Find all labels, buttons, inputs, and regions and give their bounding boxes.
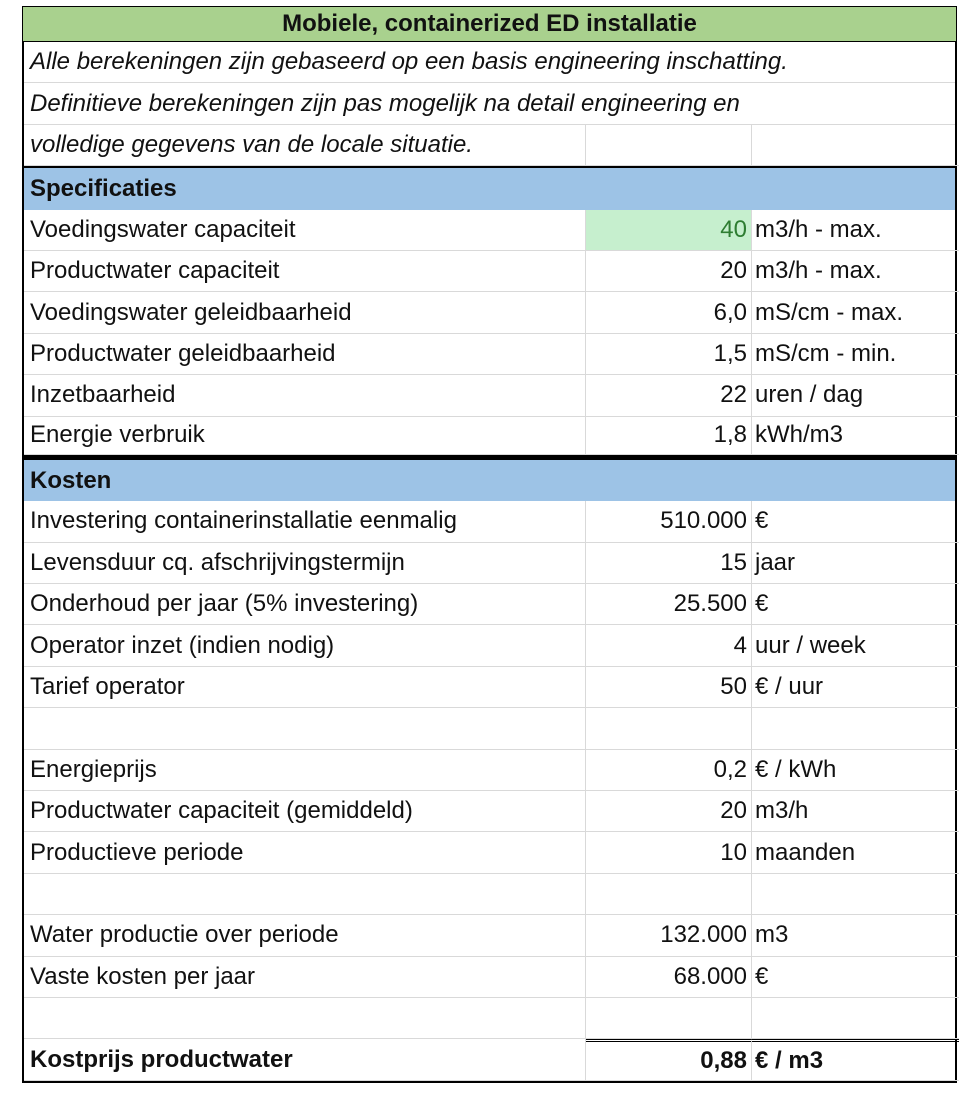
total-row: [24, 1039, 955, 1080]
row-value[interactable]: 20: [586, 791, 752, 832]
row-value[interactable]: 25.500: [586, 584, 752, 625]
row-label[interactable]: Inzetbaarheid: [24, 375, 586, 416]
row-label[interactable]: Tarief operator: [24, 667, 586, 708]
row-unit[interactable]: €: [752, 957, 959, 998]
specs-block: [22, 166, 957, 458]
table-row: [24, 292, 955, 333]
total-unit[interactable]: € / m3: [752, 1039, 959, 1080]
row-value[interactable]: 1,5: [586, 334, 752, 375]
total-block: [22, 1039, 957, 1082]
row-label[interactable]: Levensduur cq. afschrijvingstermijn: [24, 543, 586, 584]
row-label[interactable]: Onderhoud per jaar (5% investering): [24, 584, 586, 625]
row-value[interactable]: 20: [586, 251, 752, 292]
row-value[interactable]: 40: [586, 210, 752, 251]
row-value[interactable]: 50: [586, 667, 752, 708]
row-label[interactable]: Productwater geleidbaarheid: [24, 334, 586, 375]
table-row: [24, 874, 955, 915]
row-label[interactable]: Water productie over periode: [24, 915, 586, 956]
row-value[interactable]: 1,8: [586, 417, 752, 455]
table-row: [24, 915, 955, 956]
row-value[interactable]: 10: [586, 832, 752, 873]
table-row: [24, 543, 955, 584]
row-unit[interactable]: [752, 998, 959, 1039]
row-unit[interactable]: uren / dag: [752, 375, 959, 416]
note-line-3[interactable]: volledige gegevens van de locale situatie.: [24, 125, 586, 166]
empty-cell[interactable]: [752, 125, 959, 166]
cost-sheet: [22, 6, 957, 1083]
table-row: [24, 957, 955, 998]
row-unit[interactable]: € / uur: [752, 667, 959, 708]
table-row: [24, 625, 955, 666]
row-value[interactable]: 510.000: [586, 501, 752, 542]
note-row-3: [24, 125, 955, 166]
row-label[interactable]: Vaste kosten per jaar: [24, 957, 586, 998]
total-value[interactable]: 0,88: [586, 1039, 752, 1080]
row-unit[interactable]: [752, 874, 959, 915]
table-row: [24, 334, 955, 375]
note-line-1: Alle berekeningen zijn gebaseerd op een basis engineering inschatting.: [24, 42, 955, 83]
table-row: [24, 791, 955, 832]
row-value[interactable]: 4: [586, 625, 752, 666]
row-value[interactable]: 15: [586, 543, 752, 584]
table-row: [24, 750, 955, 791]
row-label[interactable]: Energieprijs: [24, 750, 586, 791]
costs-block: [22, 458, 957, 1039]
table-row: [24, 832, 955, 873]
row-label[interactable]: [24, 874, 586, 915]
row-value[interactable]: 68.000: [586, 957, 752, 998]
row-value[interactable]: [586, 874, 752, 915]
note-line-2: Definitieve berekeningen zijn pas mogelijk na detail engineering en: [24, 83, 955, 124]
table-row: [24, 210, 955, 251]
empty-cell[interactable]: [586, 125, 752, 166]
table-row: [24, 501, 955, 542]
row-unit[interactable]: [752, 708, 959, 749]
row-label[interactable]: Productwater capaciteit (gemiddeld): [24, 791, 586, 832]
row-label[interactable]: Voedingswater geleidbaarheid: [24, 292, 586, 333]
row-label[interactable]: Operator inzet (indien nodig): [24, 625, 586, 666]
table-row: [24, 375, 955, 416]
table-row: [24, 417, 955, 458]
row-unit[interactable]: m3/h: [752, 791, 959, 832]
row-value[interactable]: 22: [586, 375, 752, 416]
table-row: [24, 584, 955, 625]
row-label[interactable]: Productwater capaciteit: [24, 251, 586, 292]
row-unit[interactable]: m3/h - max.: [752, 210, 959, 251]
row-value[interactable]: 6,0: [586, 292, 752, 333]
table-row: [24, 667, 955, 708]
row-unit[interactable]: kWh/m3: [752, 417, 959, 455]
notes-block: [22, 42, 957, 166]
row-unit[interactable]: jaar: [752, 543, 959, 584]
row-label[interactable]: Voedingswater capaciteit: [24, 210, 586, 251]
row-value[interactable]: 132.000: [586, 915, 752, 956]
section-header-specificaties: Specificaties: [24, 168, 955, 209]
row-label[interactable]: [24, 708, 586, 749]
row-unit[interactable]: m3: [752, 915, 959, 956]
table-row: [24, 708, 955, 749]
row-unit[interactable]: m3/h - max.: [752, 251, 959, 292]
row-label[interactable]: Productieve periode: [24, 832, 586, 873]
row-value[interactable]: [586, 708, 752, 749]
sheet-title: Mobiele, containerized ED installatie: [22, 6, 957, 42]
row-value[interactable]: 0,2: [586, 750, 752, 791]
row-unit[interactable]: uur / week: [752, 625, 959, 666]
row-unit[interactable]: maanden: [752, 832, 959, 873]
row-label[interactable]: Energie verbruik: [24, 417, 586, 455]
row-unit[interactable]: mS/cm - max.: [752, 292, 959, 333]
row-label[interactable]: [24, 998, 586, 1039]
total-label[interactable]: Kostprijs productwater: [24, 1039, 586, 1080]
table-row: [24, 998, 955, 1039]
row-unit[interactable]: € / kWh: [752, 750, 959, 791]
table-row: [24, 251, 955, 292]
row-value[interactable]: [586, 998, 752, 1039]
row-label[interactable]: Investering containerinstallatie eenmalig: [24, 501, 586, 542]
row-unit[interactable]: mS/cm - min.: [752, 334, 959, 375]
row-unit[interactable]: €: [752, 501, 959, 542]
row-unit[interactable]: €: [752, 584, 959, 625]
section-header-kosten: Kosten: [24, 460, 955, 501]
